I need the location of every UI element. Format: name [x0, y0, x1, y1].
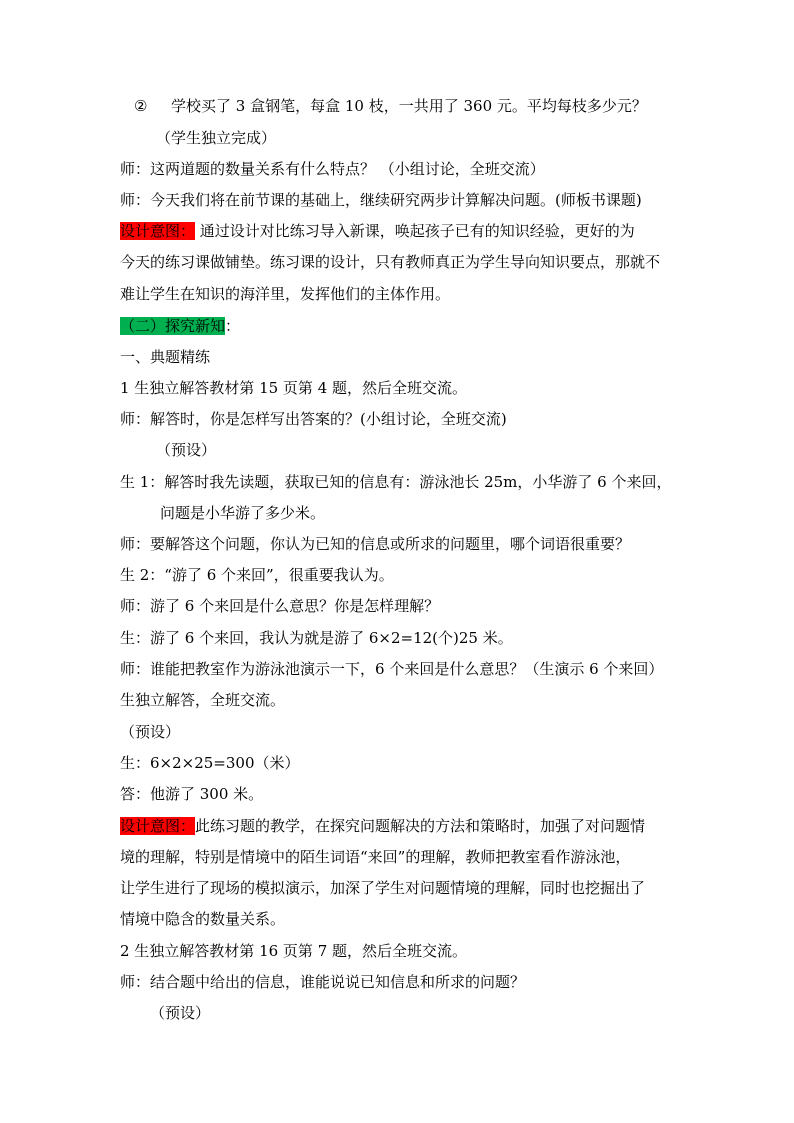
teacher-intro-topic: 师：今天我们将在前节课的基础上，继续研究两步计算解决问题。(师板书课题)	[120, 191, 642, 209]
section-heading-explore	[120, 315, 690, 337]
preset-note-2: （预设）	[120, 723, 181, 741]
preset-note-1: （预设）	[156, 441, 217, 459]
student-calculation: 生：6×2×25=300（米）	[120, 754, 300, 772]
student-solve-note: 生独立解答，全班交流。	[120, 691, 286, 709]
teacher-question-how: 师：解答时，你是怎样写出答案的？(小组讨论，全班交流)	[120, 410, 507, 428]
section-suffix: ：	[225, 317, 241, 335]
design-intent-2-line-3: 让学生进行了现场的模拟演示，加深了学生对问题情境的理解，同时也挖掘出了	[120, 879, 646, 897]
student-2-answer: 生 2：“游了 6 个来回”，很重要我认为。	[120, 566, 394, 584]
teacher-question-info: 师：结合题中给出的信息，谁能说说已知信息和所求的问题？	[120, 973, 526, 991]
design-intent-label: 设计意图：	[120, 817, 196, 835]
teacher-demo: 师：谁能把教室作为游泳池演示一下，6 个来回是什么意思？（生演示 6 个来回）	[120, 660, 664, 678]
student-answer-meaning: 生：游了 6 个来回，我认为就是游了 6×2=12(个)25 米。	[120, 629, 513, 647]
design-intent-1-line-3: 难让学生在知识的海洋里，发挥他们的主体作用。	[120, 285, 451, 303]
design-intent-label: 设计意图：	[120, 222, 196, 240]
answer-line: 答：他游了 300 米。	[120, 785, 264, 803]
design-intent-text: 此练习题的教学，在探究问题解决的方法和策略时，加强了对问题情	[195, 817, 646, 835]
design-intent-2-line-1	[120, 815, 690, 837]
subheading-typical-practice: 一、典题精练	[120, 348, 211, 366]
note-student-independent: （学生独立完成）	[156, 129, 277, 147]
teacher-question-key-word: 师：要解答这个问题，你认为已知的信息或所求的问题里，哪个词语很重要？	[120, 535, 631, 553]
section-label: （二）探究新知	[120, 317, 226, 335]
preset-note-3: （预设）	[150, 1004, 211, 1022]
design-intent-2-line-4: 情境中隐含的数量关系。	[120, 910, 286, 928]
exercise-1-intro: 1 生独立解答教材第 15 页第 4 题，然后全班交流。	[120, 379, 468, 397]
design-intent-2-line-2: 境的理解，特别是情境中的陌生词语“来回”的理解，教师把教室看作游泳池，	[120, 848, 631, 866]
design-intent-1-line-1	[120, 220, 690, 242]
exercise-item-2	[134, 95, 704, 117]
exercise-2-intro: 2 生独立解答教材第 16 页第 7 题，然后全班交流。	[120, 942, 468, 960]
item-text: 学校买了 3 盒钢笔，每盒 10 枝，一共用了 360 元。平均每枝多少元？	[171, 97, 647, 115]
design-intent-1-line-2: 今天的练习课做铺垫。练习课的设计，只有教师真正为学生导向知识要点，那就不	[120, 253, 661, 271]
student-1-answer-line-2: 问题是小华游了多少米。	[160, 504, 326, 522]
teacher-question-meaning: 师：游了 6 个来回是什么意思？你是怎样理解？	[120, 597, 440, 615]
item-marker: ②	[134, 97, 148, 115]
student-1-answer-line-1: 生 1：解答时我先读题，获取已知的信息有：游泳池长 25m，小华游了 6 个来回，	[120, 473, 672, 491]
teacher-question-features: 师：这两道题的数量关系有什么特点？ （小组讨论，全班交流）	[120, 160, 545, 178]
design-intent-text: 通过设计对比练习导入新课，唤起孩子已有的知识经验，更好的为	[195, 222, 635, 240]
